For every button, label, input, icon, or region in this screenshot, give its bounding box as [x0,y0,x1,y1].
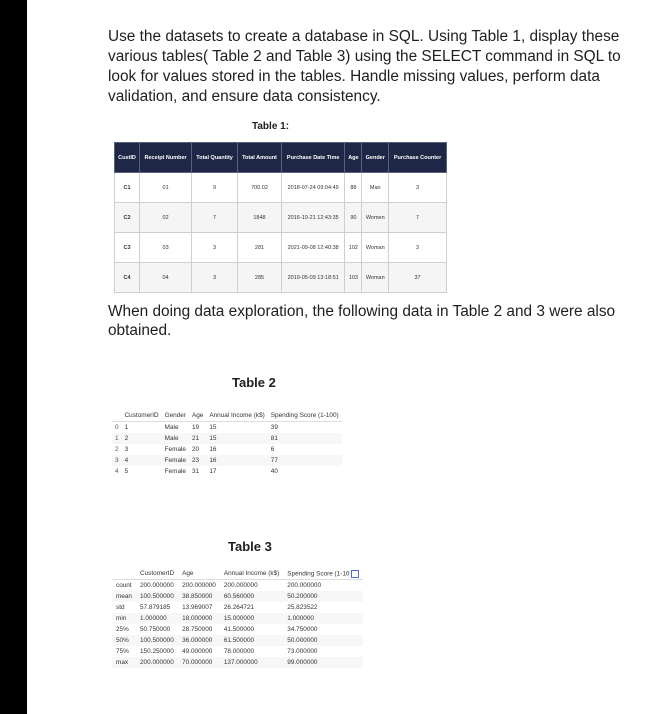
table-cell: 50.200000 [283,591,363,602]
table-cell: 0 [115,424,119,431]
table-cell: 41.500000 [223,626,255,633]
table-cell: 25% [116,626,129,633]
table-cell: Women [362,203,389,233]
table-cell: 70.000000 [178,657,220,668]
table-cell: 1.000000 [136,613,178,624]
table3-header-row [112,568,363,580]
table-cell: 21 [189,433,206,444]
table-cell: 16 [209,446,217,453]
table-cell: 3 [389,173,447,203]
table-cell: 7 [192,203,238,233]
table1-header-gender: Gender [362,143,389,173]
table-cell: 3 [192,233,238,263]
table-cell: 4 [122,455,162,466]
table-row [112,433,342,444]
table-cell: 150.250000 [140,648,174,655]
table2-header-annual-income: Annual Income (k$) [206,410,267,422]
middle-paragraph: When doing data exploration, the following data in Table 2 and 3 were also obtained. [108,303,616,339]
table-cell: Male [164,424,179,431]
table-cell: 1848 [238,203,282,233]
table-cell: max [112,657,136,668]
table-cell: 100.500000 [136,635,178,646]
table-cell: C3 [115,233,140,263]
table-cell: 57.879185 [140,604,171,611]
table-cell: 13.969007 [182,604,213,611]
table-cell: 75% [116,648,129,655]
table1-header-total-quantity: Total Quantity [192,143,238,173]
table-cell: 31 [191,468,200,475]
table-cell: 100.500000 [136,591,178,602]
table-cell: 4 [115,468,119,475]
table-cell: Female [164,468,186,475]
table-cell: 9 [192,173,238,203]
intro-paragraph: Use the datasets to create a database in SQL. Using Table 1, display these various tables( Table 2 and Table 3) using the SELECT command in SQL to look for values stored in the tables. Handle missing values, perform data validation, and ensure data consistency. [108,28,621,105]
table-cell: 19 [191,424,200,431]
table-cell: Man [362,173,389,203]
table-row [112,455,342,466]
table-row [112,466,342,477]
table3-header-customerid: CustomerID [136,568,178,580]
table-cell: 3 [124,446,129,453]
table-cell: 3 [389,233,447,263]
table-row [112,422,342,434]
table-cell: 26.264721 [223,604,255,611]
table-cell: 2018-07-24 09:04:49 [281,173,344,203]
table1-header-custid: CustID [115,143,140,173]
table-cell: 15 [206,433,267,444]
table-cell: Female [162,455,189,466]
table-cell: 50.000000 [283,635,363,646]
table-row [115,263,447,293]
table-row [112,444,342,455]
table-cell: 73.000000 [287,648,318,655]
table-cell: 15 [209,424,217,431]
table3-header-stat [112,568,136,580]
table-cell: 16 [206,455,267,466]
table-cell: 39 [270,424,278,431]
table-cell: count [116,582,132,589]
table-cell: 103 [345,263,362,293]
table2-header-gender: Gender [162,410,189,422]
table1-header-purchase-datetime: Purchase Date Time [281,143,344,173]
table-cell: 49.000000 [182,648,213,655]
table-cell: 18.000000 [178,613,220,624]
table-cell: 34.750000 [287,626,318,633]
table-cell: 17 [209,468,217,475]
table-cell: 90 [345,203,362,233]
table-cell: 88 [345,173,362,203]
table-cell: 50% [112,635,136,646]
table-cell: 50.750000 [140,626,171,633]
table2-header-age: Age [189,410,206,422]
table-row [112,602,363,613]
table3-header-spending-score-label: Spending Score (1-10 [287,570,350,578]
table2-header-customerid: CustomerID [122,410,162,422]
table-cell: 102 [345,233,362,263]
table-row [115,203,447,233]
table-row [112,591,363,602]
table2-header-index [112,410,122,422]
table-cell: 3 [192,263,238,293]
table-cell: C2 [115,203,140,233]
table2 [112,410,342,477]
table-cell: 700.02 [238,173,282,203]
table2-caption: Table 2 [232,375,276,390]
table-cell: 200.000000 [136,657,178,668]
table-cell: mean [112,591,136,602]
table-cell: 2016-10-21 12:43:35 [281,203,344,233]
table-cell: 01 [140,173,192,203]
table-cell: 2021-09-08 12:40:38 [281,233,344,263]
table2-header-spending-score: Spending Score (1-100) [268,410,342,422]
table1-header-total-amount: Total Amount [238,143,282,173]
table2-header-row [112,410,342,422]
table-cell: C1 [115,173,140,203]
table-cell: Male [162,433,189,444]
table-cell: std [116,604,125,611]
table-cell: 1 [112,433,122,444]
table-cell: 281 [238,233,282,263]
table-cell: 03 [140,233,192,263]
table-cell: 37 [389,263,447,293]
table-cell: 15.000000 [220,613,283,624]
table-cell: 285 [238,263,282,293]
table1-header-age: Age [345,143,362,173]
table-cell: 78.000000 [223,648,255,655]
table-cell: min [112,613,136,624]
table-row [112,635,363,646]
table1-caption: Table 1: [252,121,290,132]
table-cell: 200.000000 [287,582,322,589]
table-cell: 7 [389,203,447,233]
table3-header-spending-score [283,568,363,580]
table-cell: 20 [191,446,200,453]
table-cell: 2019-05-09 13:18:51 [281,263,344,293]
table-cell: 6 [270,446,275,453]
table-cell: 02 [140,203,192,233]
table-row [112,646,363,657]
table3 [112,568,363,668]
table-cell: 81 [268,433,342,444]
table-cell: 61.500000 [220,635,283,646]
table-cell: Woman [362,263,389,293]
table-row [112,613,363,624]
table-row [115,173,447,203]
table-cell: 137.000000 [220,657,283,668]
table1-header-row [115,143,447,173]
table-cell: 1.000000 [283,613,363,624]
table-cell: 40 [270,468,278,475]
table3-header-age: Age [178,568,220,580]
table3-header-annual-income: Annual Income (k$) [220,568,283,580]
table-row [115,233,447,263]
table-cell: Female [164,446,186,453]
table-cell: C4 [115,263,140,293]
table-cell: 1 [124,424,129,431]
table-cell: 3 [112,455,122,466]
copy-icon[interactable] [351,570,359,578]
table-cell: 04 [140,263,192,293]
table1 [114,142,447,293]
table-cell: 25.823522 [287,604,318,611]
table-cell: 200.000000 [223,582,258,589]
table-cell: 200.000000 [182,582,216,589]
table-row [112,580,363,592]
table-cell: 99.000000 [283,657,363,668]
table3-caption: Table 3 [228,539,272,554]
table-cell: 23 [189,455,206,466]
table-cell: Woman [362,233,389,263]
table-row [112,657,363,668]
table-row [112,624,363,635]
table1-header-purchase-counter: Purchase Counter [389,143,447,173]
table-cell: 36.000000 [178,635,220,646]
table-cell: 200.000000 [140,582,174,589]
table-cell: 2 [115,446,119,453]
table-cell: 28.750000 [182,626,213,633]
table-cell: 60.560000 [220,591,283,602]
table-cell: 5 [124,468,129,475]
left-black-bar [0,0,27,714]
table1-header-receipt-number: Receipt Number [140,143,192,173]
table-cell: 38.850000 [178,591,220,602]
table-cell: 2 [122,433,162,444]
table-cell: 77 [268,455,342,466]
